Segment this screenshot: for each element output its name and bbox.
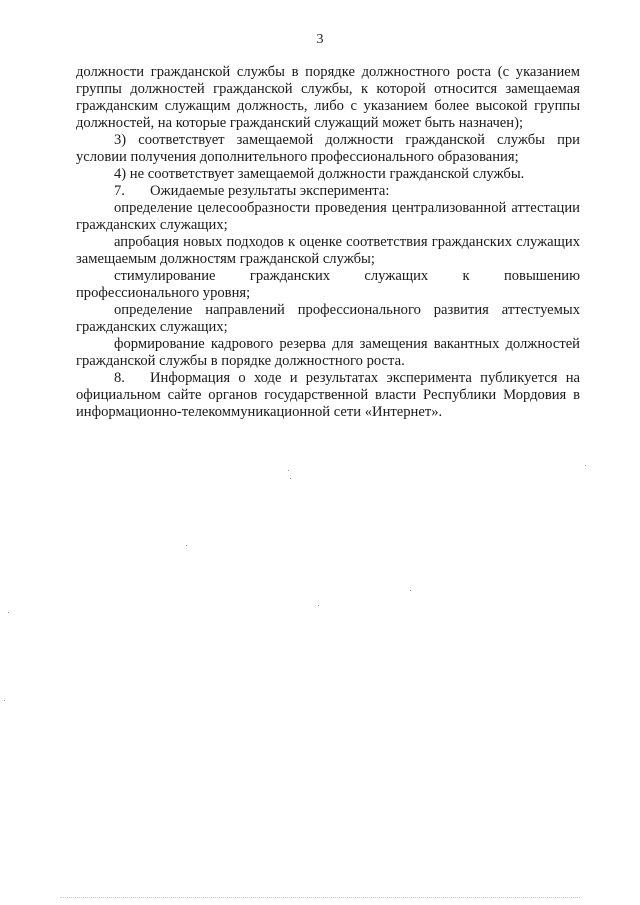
scan-artifact: [8, 612, 9, 613]
scan-artifact: [585, 465, 586, 466]
item-7-text: Ожидаемые результаты эксперимента:: [150, 183, 390, 199]
paragraph-option-3: 3) соответствует замещаемой должности гражданской службы при условии получения дополнительного профессионального образования;: [76, 132, 580, 165]
page-number: 3: [316, 32, 324, 47]
scan-artifact: [318, 605, 319, 606]
paragraph-option-4: 4) не соответствует замещаемой должности гражданской службы.: [114, 166, 525, 182]
result-item-3: стимулирование гражданских служащих к повышению профессионального уровня;: [76, 268, 580, 301]
scan-artifact: [290, 478, 291, 479]
result-item-4: определение направлений профессионального развития аттестуемых гражданских служащих;: [76, 302, 580, 335]
result-item-2: апробация новых подходов к оценке соответствия гражданских служащих замещаемым должностям гражданской службы;: [76, 234, 580, 267]
scan-edge-line: [60, 897, 580, 899]
result-item-5: формирование кадрового резерва для замещения вакантных должностей гражданской службы в порядке должностного роста.: [76, 336, 580, 369]
scan-artifact: [410, 590, 411, 591]
paragraph-position-group: должности гражданской службы в порядке должностного роста (с указанием группы должностей гражданской службы, к которой относится замещаемая гражданским служащим должность, либо с указанием более высокой группы должностей, на которые гражданский служащий может быть назначен);: [76, 64, 580, 131]
scan-artifact: [186, 545, 187, 546]
document-body: [76, 64, 580, 421]
item-8-text: Информация о ходе и результатах эксперимента публикуется на официальном сайте органов государственной власти Республики Мордовия в информационно-телекоммуникационной сети «Интернет».: [76, 370, 580, 420]
item-8-paragraph: [76, 370, 580, 421]
scan-artifact: [4, 700, 5, 701]
item-7-number: 7.: [114, 183, 125, 199]
result-item-1: определение целесообразности проведения централизованной аттестации гражданских служащих;: [76, 200, 580, 233]
item-7-heading: [76, 183, 580, 200]
item-8-number: 8.: [114, 370, 125, 386]
scan-artifact: [288, 470, 289, 471]
